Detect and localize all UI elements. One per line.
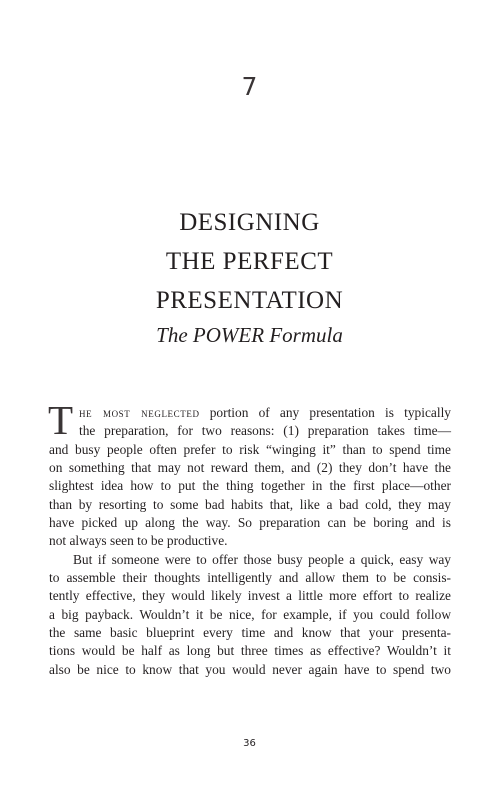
- paragraph-line: slightest idea how to put the thing together in the first place—other: [49, 478, 451, 494]
- chapter-title-line: PRESENTATION: [155, 287, 344, 314]
- page-number: 36: [243, 738, 256, 749]
- paragraph-line-text: portion of any presentation is typically: [199, 405, 451, 420]
- paragraph-line: But if someone were to offer those busy people a quick, easy way: [73, 551, 451, 567]
- paragraph-line: tions would be half as long but three times as effective? Wouldn’t it: [49, 643, 451, 659]
- paragraph-line: the same basic blueprint every time and know that your presenta-: [49, 625, 451, 641]
- paragraph-line: a big payback. Wouldn’t it be nice, for example, if you could follow: [49, 606, 451, 622]
- paragraph-line: to assemble their thoughts intelligently and allow them to be consis-: [49, 570, 451, 586]
- paragraph-line: than by resorting to some bad habits that, like a bad cold, they may: [49, 496, 451, 512]
- chapter-title-line: THE PERFECT: [165, 248, 334, 275]
- lead-in-small-caps: he most neglected: [79, 405, 200, 420]
- chapter-subtitle: The POWER Formula: [156, 323, 343, 347]
- paragraph-line: on something that may not reward them, and (2) they don’t have the: [49, 460, 451, 476]
- paragraph-line: not always seen to be productive.: [49, 533, 228, 549]
- paragraph-line: and busy people often prefer to risk “winging it” than to spend time: [49, 441, 451, 457]
- body-text: [48, 397, 451, 679]
- paragraph-line: have picked up along the way. So preparation can be boring and is: [49, 515, 451, 531]
- chapter-title: [0, 203, 499, 320]
- paragraph-line: the preparation, for two reasons: (1) preparation takes time—: [79, 423, 451, 439]
- chapter-number: 7: [241, 72, 258, 101]
- chapter-title-line: DESIGNING: [179, 209, 320, 236]
- drop-cap: T: [48, 397, 74, 443]
- paragraph-line: [49, 404, 451, 422]
- paragraph-line: tently effective, they would likely invest a little more effort to realize: [49, 588, 451, 604]
- paragraph-line: also be nice to know that you would never again have to spend two: [49, 661, 451, 677]
